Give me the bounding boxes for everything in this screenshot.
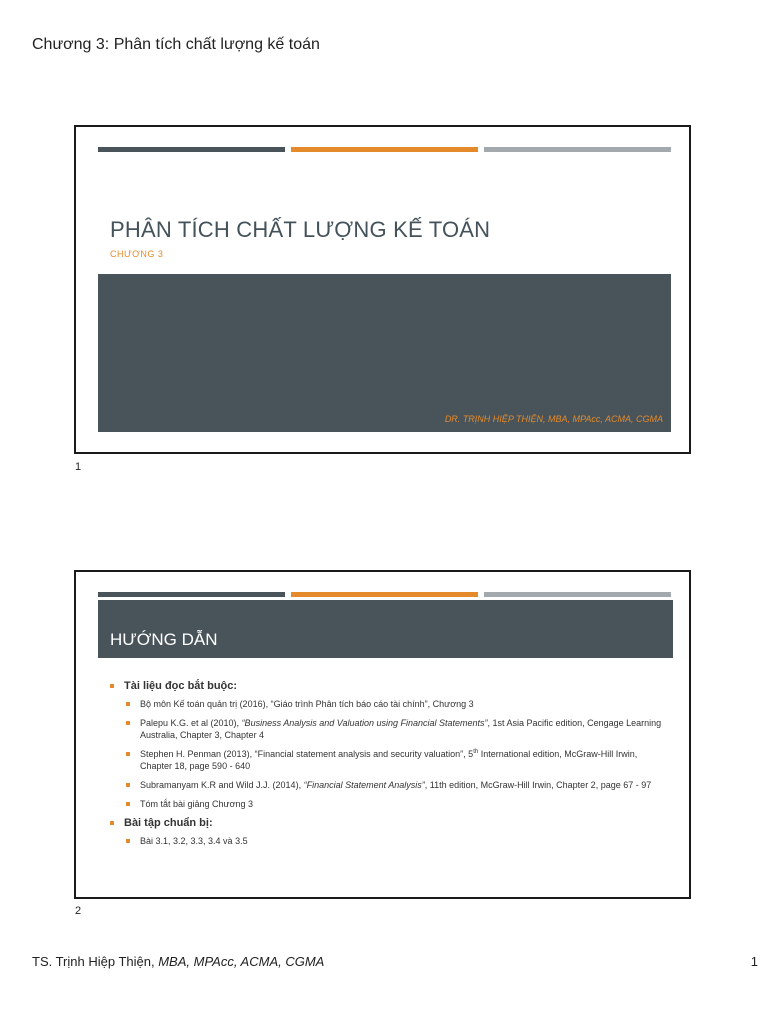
slide-number-2: 2 — [75, 905, 82, 917]
bullet-icon — [110, 684, 114, 688]
bullet-icon — [126, 802, 130, 806]
slide-2 — [74, 570, 691, 899]
stripe-orange — [291, 147, 478, 152]
page-header-title: Chương 3: Phân tích chất lượng kế toán — [32, 36, 320, 53]
list-item: Bài 3.1, 3.2, 3.3, 3.4 và 3.5 — [110, 835, 670, 847]
section-heading: Tài liệu đọc bắt buộc: — [110, 680, 670, 692]
slide-title: HƯỚNG DẪN — [110, 630, 218, 649]
bullet-icon — [110, 821, 114, 825]
slide-body — [110, 680, 670, 854]
slide-number-1: 1 — [75, 461, 82, 473]
stripe-dark — [98, 147, 285, 152]
stripe-dark — [98, 592, 285, 597]
bullet-icon — [126, 839, 130, 843]
section-heading: Bài tập chuẩn bị: — [110, 817, 670, 829]
list-item: Tóm tắt bài giảng Chương 3 — [110, 798, 670, 810]
accent-stripes — [98, 592, 671, 597]
bullet-icon — [126, 783, 130, 787]
bullet-icon — [126, 752, 130, 756]
title-band — [98, 274, 671, 432]
page-number: 1 — [750, 954, 758, 969]
slide-subtitle: CHƯƠNG 3 — [110, 249, 164, 259]
page-footer-author: TS. Trịnh Hiệp Thiện, MBA, MPAcc, ACMA, CGMA — [32, 954, 325, 969]
list-item: Subramanyam K.R and Wild J.J. (2014), “Financial Statement Analysis”, 11th edition, McGraw-Hill Irwin, Chapter 2, page 67 - 97 — [110, 779, 670, 791]
stripe-gray — [484, 592, 671, 597]
list-item: Bộ môn Kế toán quản trị (2016), “Giáo trình Phân tích báo cáo tài chính”, Chương 3 — [110, 698, 670, 710]
list-item: Stephen H. Penman (2013), “Financial statement analysis and security valuation”, 5th International edition, McGraw-Hill Irwin, Chapter 18, page 590 - 640 — [110, 748, 670, 772]
list-item: Palepu K.G. et al (2010), “Business Analysis and Valuation using Financial Statements”, 1st Asia Pacific edition, Cengage Learning Australia, Chapter 3, Chapter 4 — [110, 717, 670, 741]
bullet-icon — [126, 721, 130, 725]
accent-stripes — [98, 147, 671, 152]
slide-title: PHÂN TÍCH CHẤT LƯỢNG KẾ TOÁN — [110, 217, 491, 242]
stripe-gray — [484, 147, 671, 152]
slide-header-band — [98, 600, 673, 658]
bullet-icon — [126, 702, 130, 706]
stripe-orange — [291, 592, 478, 597]
slide-1 — [74, 125, 691, 454]
author-line: DR. TRỊNH HIỆP THIỆN, MBA, MPAcc, ACMA, CGMA — [444, 414, 663, 424]
